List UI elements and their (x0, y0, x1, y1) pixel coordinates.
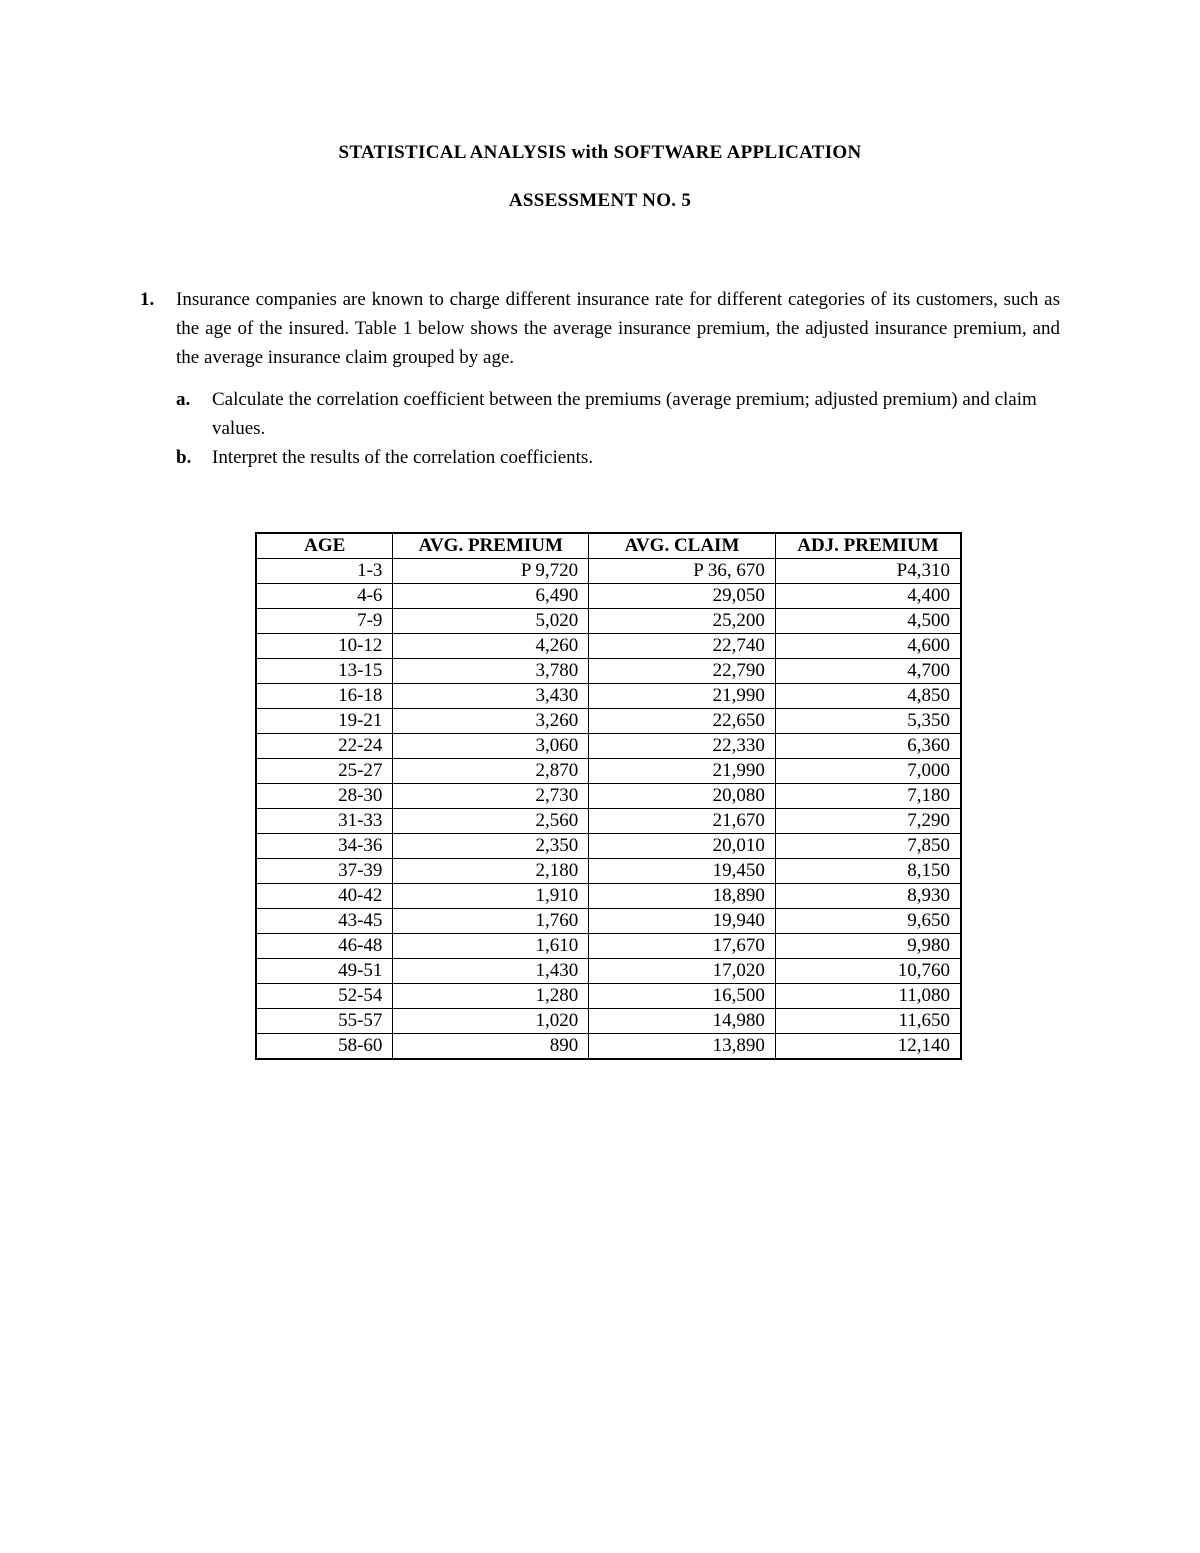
cell-age: 40-42 (256, 884, 393, 909)
table-row (256, 909, 961, 934)
cell-avg-claim: 17,020 (589, 959, 776, 984)
cell-avg-claim: 19,450 (589, 859, 776, 884)
cell-age: 52-54 (256, 984, 393, 1009)
cell-age: 7-9 (256, 609, 393, 634)
cell-avg-premium: 1,020 (393, 1009, 589, 1034)
cell-adj-premium: 11,650 (775, 1009, 961, 1034)
table-row (256, 884, 961, 909)
cell-adj-premium: 7,290 (775, 809, 961, 834)
cell-age: 28-30 (256, 784, 393, 809)
cell-avg-claim: 21,990 (589, 759, 776, 784)
table-row (256, 709, 961, 734)
insurance-data-table (255, 532, 962, 1060)
table-row (256, 859, 961, 884)
table-row (256, 834, 961, 859)
cell-avg-claim: P 36, 670 (589, 559, 776, 584)
sub-question-text: Calculate the correlation coefficient between the premiums (average premium; adjusted premium) and claim values. (212, 389, 1037, 439)
cell-avg-claim: 13,890 (589, 1034, 776, 1060)
cell-avg-premium: 1,760 (393, 909, 589, 934)
question-number: 1. (140, 289, 155, 310)
cell-age: 25-27 (256, 759, 393, 784)
header-age: AGE (256, 533, 393, 559)
cell-adj-premium: 8,930 (775, 884, 961, 909)
cell-avg-claim: 22,740 (589, 634, 776, 659)
cell-adj-premium: 5,350 (775, 709, 961, 734)
cell-avg-premium: 2,870 (393, 759, 589, 784)
cell-age: 1-3 (256, 559, 393, 584)
cell-avg-premium: 2,350 (393, 834, 589, 859)
cell-adj-premium: 7,180 (775, 784, 961, 809)
table-row (256, 759, 961, 784)
cell-age: 31-33 (256, 809, 393, 834)
sub-question-letter: a. (176, 389, 191, 410)
table-row (256, 809, 961, 834)
assessment-number: ASSESSMENT NO. 5 (508, 190, 692, 211)
cell-avg-premium: P 9,720 (393, 559, 589, 584)
cell-adj-premium: 4,500 (775, 609, 961, 634)
sub-question-letter: b. (176, 447, 192, 468)
cell-adj-premium: 4,700 (775, 659, 961, 684)
table-row (256, 1009, 961, 1034)
cell-avg-claim: 25,200 (589, 609, 776, 634)
question-1 (140, 285, 1060, 472)
cell-age: 49-51 (256, 959, 393, 984)
cell-adj-premium: 4,850 (775, 684, 961, 709)
cell-age: 58-60 (256, 1034, 393, 1060)
cell-age: 34-36 (256, 834, 393, 859)
cell-avg-premium: 3,780 (393, 659, 589, 684)
cell-age: 13-15 (256, 659, 393, 684)
table-row (256, 934, 961, 959)
cell-avg-claim: 20,080 (589, 784, 776, 809)
cell-avg-premium: 5,020 (393, 609, 589, 634)
cell-adj-premium: 9,650 (775, 909, 961, 934)
cell-adj-premium: 4,400 (775, 584, 961, 609)
cell-adj-premium: P4,310 (775, 559, 961, 584)
cell-age: 43-45 (256, 909, 393, 934)
cell-adj-premium: 4,600 (775, 634, 961, 659)
cell-avg-claim: 20,010 (589, 834, 776, 859)
cell-avg-premium: 1,610 (393, 934, 589, 959)
cell-age: 19-21 (256, 709, 393, 734)
table-row (256, 959, 961, 984)
table-row (256, 984, 961, 1009)
table-row (256, 659, 961, 684)
table-row (256, 1034, 961, 1060)
cell-avg-claim: 21,990 (589, 684, 776, 709)
cell-age: 55-57 (256, 1009, 393, 1034)
cell-age: 37-39 (256, 859, 393, 884)
table-row (256, 634, 961, 659)
table-header-row (256, 533, 961, 559)
sub-question-a (176, 385, 1060, 443)
cell-avg-premium: 3,060 (393, 734, 589, 759)
cell-adj-premium: 7,850 (775, 834, 961, 859)
table-row (256, 609, 961, 634)
sub-question-list (176, 385, 1060, 472)
table-row (256, 684, 961, 709)
cell-avg-claim: 17,670 (589, 934, 776, 959)
cell-avg-claim: 22,790 (589, 659, 776, 684)
table-body (256, 559, 961, 1060)
cell-adj-premium: 6,360 (775, 734, 961, 759)
sub-question-text: Interpret the results of the correlation coefficients. (212, 447, 594, 468)
cell-avg-premium: 1,430 (393, 959, 589, 984)
cell-avg-premium: 2,730 (393, 784, 589, 809)
cell-adj-premium: 12,140 (775, 1034, 961, 1060)
cell-avg-claim: 16,500 (589, 984, 776, 1009)
cell-avg-premium: 3,430 (393, 684, 589, 709)
cell-avg-claim: 18,890 (589, 884, 776, 909)
cell-adj-premium: 10,760 (775, 959, 961, 984)
cell-avg-claim: 14,980 (589, 1009, 776, 1034)
cell-avg-claim: 19,940 (589, 909, 776, 934)
header-adj-premium: ADJ. PREMIUM (775, 533, 961, 559)
cell-age: 22-24 (256, 734, 393, 759)
header-avg-claim: AVG. CLAIM (589, 533, 776, 559)
table-row (256, 784, 961, 809)
page-title: STATISTICAL ANALYSIS with SOFTWARE APPLICATION (338, 142, 862, 163)
cell-age: 4-6 (256, 584, 393, 609)
cell-avg-premium: 3,260 (393, 709, 589, 734)
cell-avg-claim: 29,050 (589, 584, 776, 609)
question-text: Insurance companies are known to charge different insurance rate for different categories of its customers, such as the age of the insured. Table 1 below shows the average insurance premium, the adjusted insurance premium, and the average insurance claim grouped by age. (176, 289, 1060, 368)
cell-avg-claim: 22,650 (589, 709, 776, 734)
cell-adj-premium: 11,080 (775, 984, 961, 1009)
cell-avg-premium: 6,490 (393, 584, 589, 609)
header-avg-premium: AVG. PREMIUM (393, 533, 589, 559)
cell-avg-premium: 2,180 (393, 859, 589, 884)
cell-age: 16-18 (256, 684, 393, 709)
cell-avg-claim: 21,670 (589, 809, 776, 834)
cell-adj-premium: 8,150 (775, 859, 961, 884)
table-row (256, 734, 961, 759)
sub-question-b (176, 443, 1060, 472)
cell-avg-claim: 22,330 (589, 734, 776, 759)
cell-adj-premium: 7,000 (775, 759, 961, 784)
cell-avg-premium: 1,280 (393, 984, 589, 1009)
cell-avg-premium: 1,910 (393, 884, 589, 909)
table-row (256, 584, 961, 609)
table-row (256, 559, 961, 584)
cell-adj-premium: 9,980 (775, 934, 961, 959)
cell-age: 10-12 (256, 634, 393, 659)
cell-age: 46-48 (256, 934, 393, 959)
cell-avg-premium: 2,560 (393, 809, 589, 834)
cell-avg-premium: 890 (393, 1034, 589, 1060)
cell-avg-premium: 4,260 (393, 634, 589, 659)
